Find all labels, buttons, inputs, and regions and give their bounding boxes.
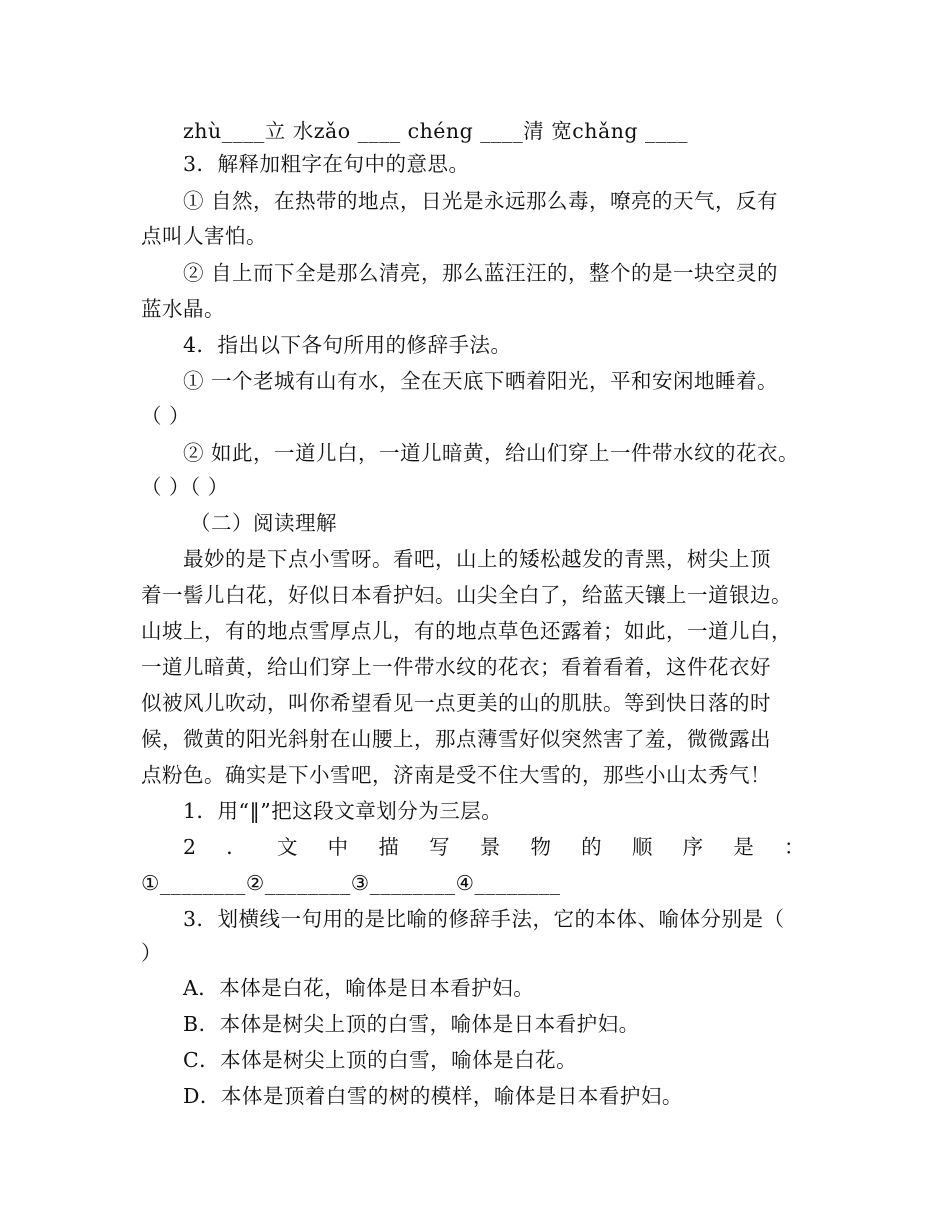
question-3-item-1-cont: 点叫人害怕。 (141, 224, 267, 248)
q2-char: 文 (276, 835, 298, 859)
q2-char: 中 (327, 835, 349, 859)
option-a: A．本体是白花，喻体是日本看护妇。 (183, 976, 535, 1000)
q2-char: ． (226, 835, 248, 859)
question-3-title: 3．解释加粗字在句中的意思。 (183, 152, 470, 176)
question-3-item-2: ② 自上而下全是那么清亮，那么蓝汪汪的，整个的是一块空灵的 (183, 261, 779, 285)
passage-line: 似被风儿吹动，叫你希望看见一点更美的山的肌肤。等到快日落的时 (141, 691, 771, 715)
q2-char: ： (783, 835, 805, 859)
pinyin-line: zhù____立 水zǎo ____ chéng ____清 宽chǎng ____ (183, 119, 689, 143)
passage-line: 一道儿暗黄，给山们穿上一件带水纹的花衣；看着看着，这件花衣好 (141, 655, 771, 679)
passage-line: 山坡上，有的地点雪厚点儿，有的地点草色还露着；如此，一道儿白， (141, 619, 792, 643)
passage-line: 最妙的是下点小雪呀。看吧，山上的矮松越发的青黑，树尖上顶 (183, 547, 771, 571)
reading-question-1: 1．用“‖”把这段文章划分为三层。 (183, 799, 503, 823)
q2-char: 的 (581, 835, 603, 859)
q2-char: 2 (183, 835, 197, 859)
section-title: （二）阅读理解 (190, 511, 337, 535)
q2-char: 描 (378, 835, 400, 859)
question-4-title: 4．指出以下各句所用的修辞手法。 (183, 333, 512, 357)
reading-question-2-blanks: ①________②________③________④________ (141, 871, 561, 895)
reading-question-3: 3．划横线一句用的是比喻的修辞手法，它的本体、喻体分别是（ (183, 907, 785, 931)
q2-char: 物 (530, 835, 552, 859)
question-4-item-2-blanks: （ ）（ ） (141, 475, 229, 499)
option-d: D．本体是顶着白雪的树的模样，喻体是日本看护妇。 (183, 1084, 683, 1108)
q2-char: 是 (733, 835, 755, 859)
option-c: C．本体是树尖上顶的白雪，喻体是白花。 (183, 1048, 578, 1072)
question-4-item-1: ① 一个老城有山有水，全在天底下晒着阳光，平和安闲地睡着。 (183, 369, 779, 393)
reading-question-2 (183, 832, 805, 862)
reading-question-3-cont: ） (141, 941, 162, 965)
question-4-item-2: ② 如此，一道儿白，一道儿暗黄，给山们穿上一件带水纹的花衣。 (183, 441, 800, 465)
q2-char: 景 (479, 835, 501, 859)
passage-line: 点粉色。确实是下小雪吧，济南是受不住大雪的，那些小山太秀气！ (141, 763, 771, 787)
q2-char: 序 (682, 835, 704, 859)
passage-line: 着一髻儿白花，好似日本看护妇。山尖全白了，给蓝天镶上一道银边。 (141, 583, 792, 607)
question-3-item-2-cont: 蓝水晶。 (141, 297, 225, 321)
option-b: B．本体是树尖上顶的白雪，喻体是日本看护妇。 (183, 1012, 640, 1036)
question-4-item-1-blank: （ ） (141, 404, 191, 428)
question-3-item-1: ① 自然，在热带的地点，日光是永远那么毒，嘹亮的天气，反有 (183, 189, 779, 213)
passage-line: 候，微黄的阳光斜射在山腰上，那点薄雪好似突然害了羞，微微露出 (141, 727, 771, 751)
q2-char: 写 (429, 835, 451, 859)
q2-char: 顺 (631, 835, 653, 859)
